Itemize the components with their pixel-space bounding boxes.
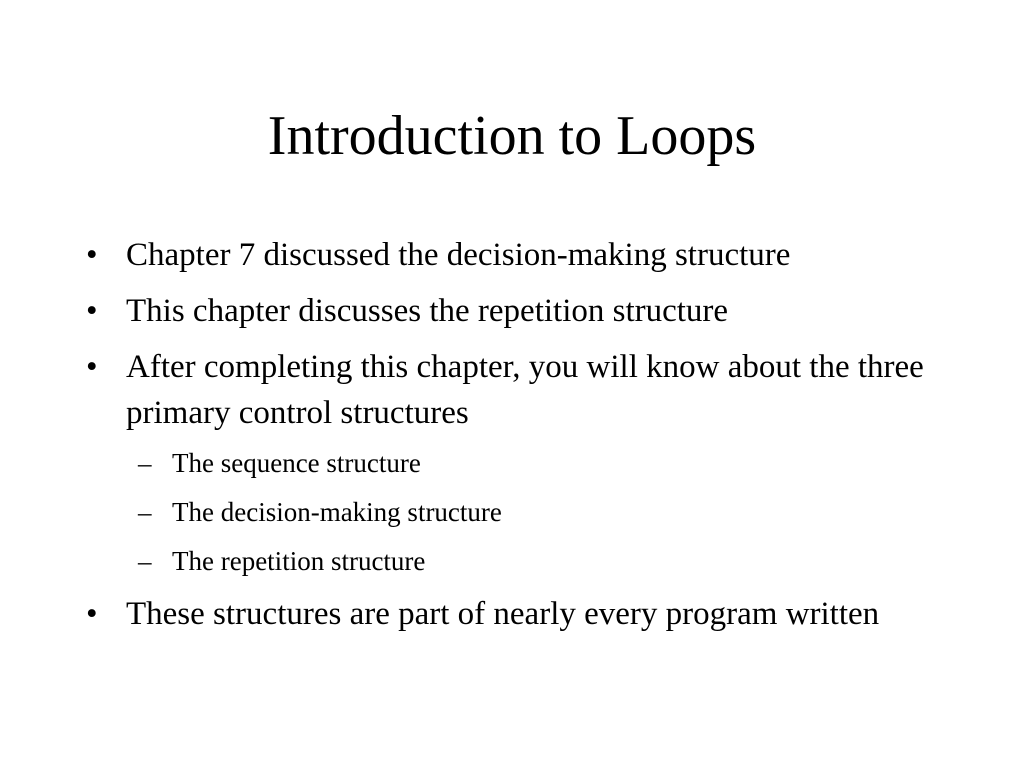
bullet-text: This chapter discusses the repetition structure [126,293,729,329]
bullet-dot-icon: • [86,237,98,273]
bullet-item [86,232,946,278]
sub-bullet-item [126,444,946,482]
sub-bullet-item [126,542,946,580]
dash-icon: – [138,497,152,527]
bullet-dot-icon: • [86,293,98,329]
bullet-item [86,344,946,580]
bullet-item [86,288,946,334]
sub-bullet-text: The sequence structure [172,448,421,478]
bullet-list [86,232,946,647]
dash-icon: – [138,448,152,478]
bullet-text: These structures are part of nearly every program written [126,596,880,632]
sub-bullet-text: The decision-making structure [172,497,502,527]
bullet-text: Chapter 7 discussed the decision-making structure [126,237,791,273]
bullet-dot-icon: • [86,596,98,632]
slide-title: Introduction to Loops [267,105,757,167]
bullet-item [86,591,946,637]
sub-bullet-item [126,493,946,531]
bullet-dot-icon: • [86,349,98,385]
sub-bullet-text: The repetition structure [172,546,426,576]
bullet-text: After completing this chapter, you will know about the three primary control structures [126,349,924,431]
dash-icon: – [138,546,152,576]
sub-bullet-list [126,444,946,580]
